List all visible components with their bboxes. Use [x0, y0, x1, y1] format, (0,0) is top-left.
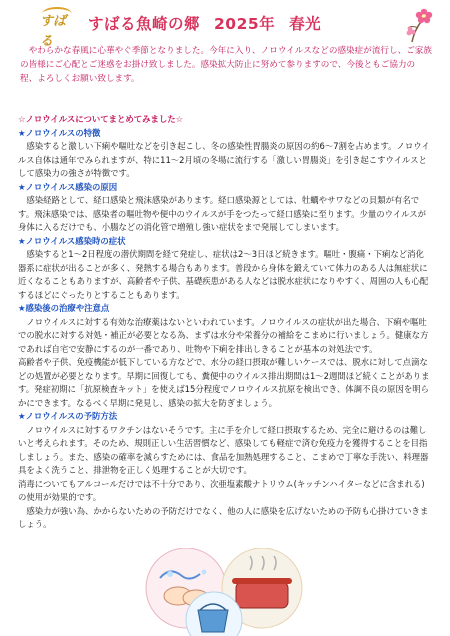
page-title	[88, 12, 321, 34]
greeting-paragraph: やわらかな春風に心華やぐ季節となりました。今年に入り、ノロウイルスなどの感染症が流行し、ご家族の皆様にご心配とご迷惑をお掛け致しました。感染拡大防止に努めて参りますので、今後ともご協力の程、よろしくお願い致します。	[20, 46, 432, 84]
section-heading-symptoms: ★ノロウイルス感染時の症状	[18, 235, 126, 246]
section-heading-treatment: ★感染後の治療や注意点	[18, 303, 110, 313]
logo-text: すばる	[40, 14, 67, 49]
logo	[40, 12, 78, 49]
section-text-causes: 感染経路として、経口感染と飛沫感染があります。経口感染源としては、牡蠣やサワなどの貝類が有名です。飛沫感染では、感染者の嘔吐物や便中のウイルスが手をつたって経口感染に至ります。少量のウイルスが身体に入るだけでも、小腸などの消化管で増殖し強い症状をまで発展してしまいます。	[18, 195, 427, 232]
plum-blossom-icon	[404, 4, 434, 44]
section-heading-causes: ★ノロウイルス感染の原因	[18, 181, 118, 192]
section-text-prevention-3: 感染力が強い為、かからないための予防だけでなく、他の人に感染を広げないための予防も心掛けていきましょう。	[18, 505, 429, 529]
issue-season: 春光	[289, 15, 322, 33]
logo-arc	[42, 7, 72, 21]
article-heading: ☆ノロウイルスについてまとめてみました☆	[18, 114, 184, 124]
section-text-prevention-2: 消毒についてもアルコールだけでは不十分であり、次亜塩素酸ナトリウム(キッチンハイターなどに含まれる)の使用が効果的です。	[18, 478, 425, 502]
section-text-features: 感染すると激しい下痢や嘔吐などを引き起こし、冬の感染性胃腸炎の原因の約6～7割を占めます。ノロウイルス自体は通年でみられますが、特に11～2月頃の冬場に流行する「激しい胃腸炎」を引き起こすウイルスとして感染力の強さが特徴です。	[18, 141, 430, 178]
section-text-prevention-1: ノロウイルスに対するワクチンはないそうです。主に手を介して経口摂取するため、完全に避けるのは難しいと考えられます。そのため、規則正しい生活習慣など、感染しても軽症で済む免疫力を獲得することを目指しましょう。また、感染の確率を減らすためには、食品を加熱処理すること、こまめで丁寧な手洗い、料理器具をよく洗うこと、排泄物を正しく処理することが大切です。	[18, 424, 429, 475]
issue-year: 2025年	[214, 15, 276, 33]
section-text-treatment-1: ノロウイルスに対する有効な治療薬はないといわれています。ノロウイルスの症状が出た場合、下痢や嘔吐での脱水に対する対処・補正が必要となる為、まずは水分や栄養分の補給をこまめに行いましょう。健康な方であれば自宅で安静にするのが一番であり、吐物や下痢を排出しきることが基本の対処法です。	[18, 316, 429, 354]
section-text-symptoms: 感染すると1～2日程度の潜伏期間を経て発症し、症状は2～3日ほど続きます。嘔吐・腹痛・下痢など消化器系に症状が出ることが多く、発熱する場合もあります。普段から身体を鍛えていて体力のある人は無症状に近くなることもありますが、高齢者や子供、基礎疾患がある人などは脱水症状になりやすく、周囲の人も心配するほどにぐったりとすることもあります。	[18, 249, 429, 300]
illustration-strip	[0, 548, 450, 636]
facility-name: すばる魚崎の郷	[88, 15, 201, 33]
section-heading-features: ★ノロウイルスの特徴	[18, 127, 101, 138]
page-header	[0, 0, 450, 49]
article	[18, 113, 432, 532]
section-heading-prevention: ★ノロウイルスの予防方法	[18, 411, 118, 421]
section-text-treatment-2: 高齢者や子供、免疫機能が低下している方などで、水分の経口摂取が難しいケースでは、脱水に対して点滴などの処置が必要となります。早期に回復しても、糞便中のウイルス排出期間は1～2週間ほど続くことがあります。発症初期に「抗原検査キット」を使えば15分程度でノロウイルス抗原を検出でき、体調不良の原因を明らかにできます。なるべく早期に発見し、感染の拡大を防ぎましょう。	[18, 357, 430, 408]
